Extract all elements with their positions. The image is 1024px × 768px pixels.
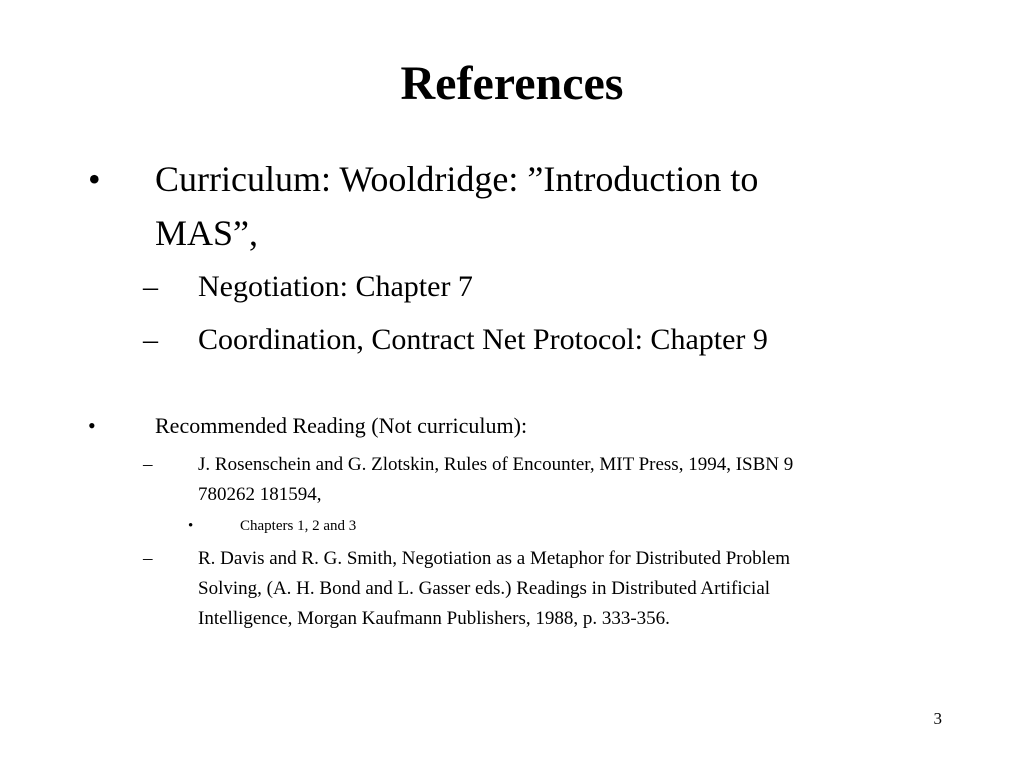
dash-marker: – <box>143 548 153 569</box>
ref2-line1: R. Davis and R. G. Smith, Negotiation as a Metaphor for Distributed Problem <box>198 548 791 569</box>
dash-marker: – <box>143 270 158 303</box>
dash-marker: – <box>143 454 153 475</box>
slide-title: References <box>400 57 624 110</box>
item1-sub1: Negotiation: Chapter 7 <box>198 270 473 303</box>
ref1-line2: 780262 181594, <box>198 484 322 505</box>
dash-marker: – <box>143 323 158 356</box>
bullet-marker: • <box>88 159 101 199</box>
page-number: 3 <box>933 709 942 728</box>
ref2-line2: Solving, (A. H. Bond and L. Gasser eds.) Readings in Distributed Artificial <box>198 578 771 599</box>
item1-line2: MAS”, <box>155 213 259 253</box>
item1-sub2: Coordination, Contract Net Protocol: Chapter 9 <box>198 323 768 356</box>
ref1-sub: Chapters 1, 2 and 3 <box>240 518 357 534</box>
bullet-marker: • <box>88 413 96 438</box>
ref2-line3: Intelligence, Morgan Kaufmann Publishers, 1988, p. 333-356. <box>198 608 670 629</box>
item1-line1: Curriculum: Wooldridge: ”Introduction to <box>155 159 759 199</box>
item2-text: Recommended Reading (Not curriculum): <box>155 413 528 438</box>
ref1-line1: J. Rosenschein and G. Zlotskin, Rules of Encounter, MIT Press, 1994, ISBN 9 <box>198 454 794 475</box>
bullet-marker: • <box>188 518 194 534</box>
